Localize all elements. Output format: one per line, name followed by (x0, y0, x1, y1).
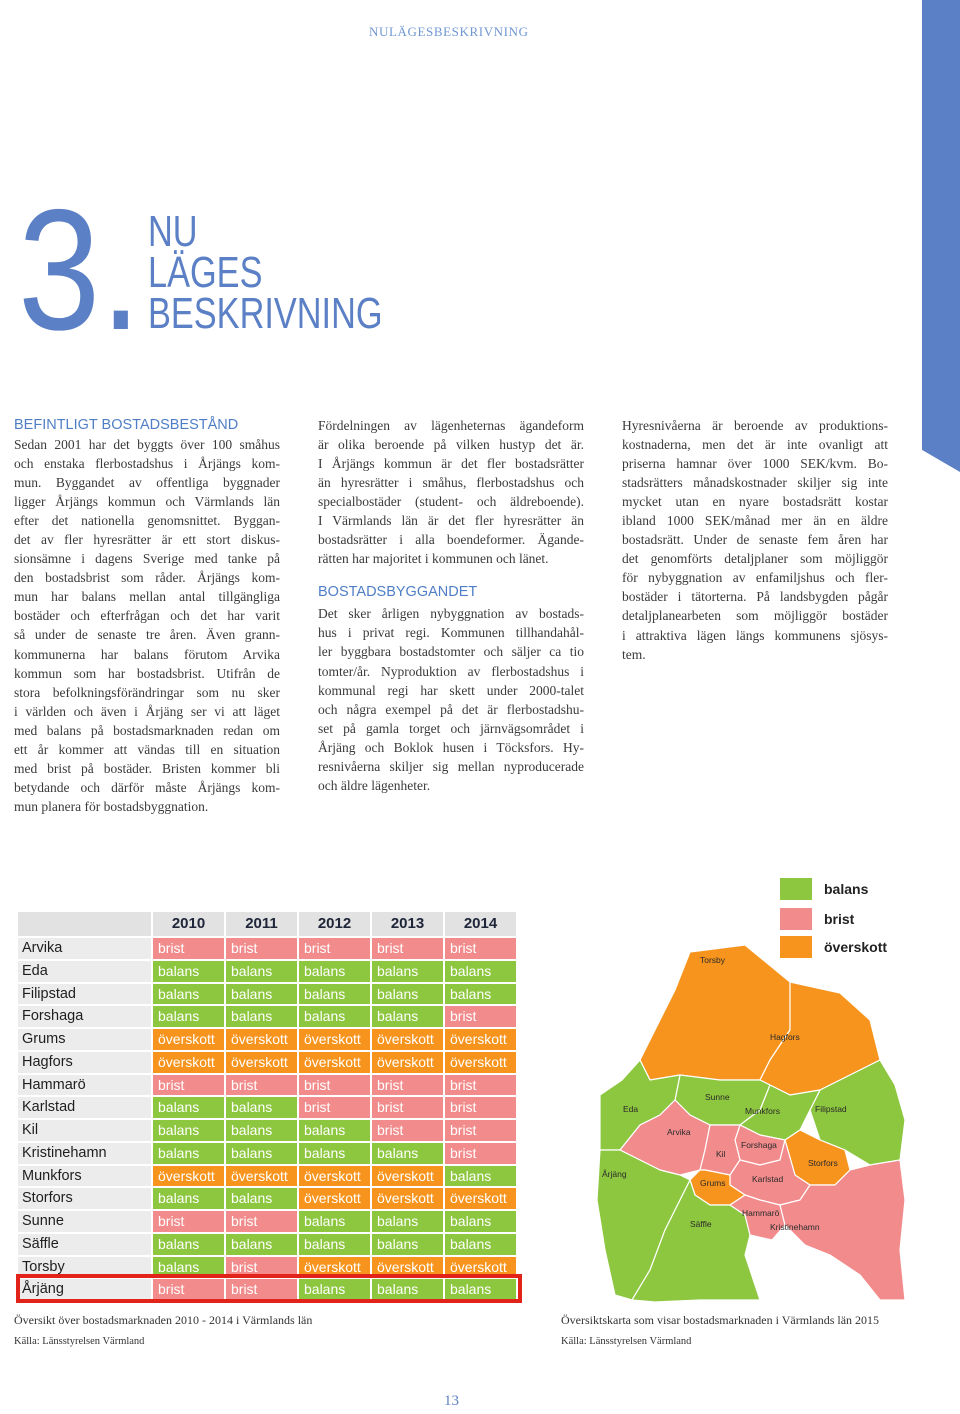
status-cell: balans (153, 1006, 224, 1027)
status-cell: balans (153, 1097, 224, 1118)
paragraph (318, 416, 584, 568)
map-region-label: Karlstad (752, 1174, 784, 1184)
status-cell: balans (299, 1211, 370, 1232)
municipality-name: Säffle (18, 1234, 151, 1255)
status-cell: balans (299, 961, 370, 982)
status-cell: balans (153, 1120, 224, 1141)
text-line: Årjäng och Boklok husen i Töcksfors. Hy- (318, 739, 584, 755)
map-region-label: Grums (700, 1178, 726, 1188)
status-cell: överskott (226, 1166, 297, 1187)
legend-label: brist (824, 911, 855, 927)
text-line: tem. (622, 646, 646, 662)
text-line: det genomförts detaljplaner som möjliggör (622, 551, 888, 567)
text-line: bostäder och efterfrågan och det har varit (14, 608, 280, 624)
year-header: 2014 (445, 912, 516, 936)
municipality-name: Forshaga (18, 1006, 151, 1027)
municipality-name: Hagfors (18, 1052, 151, 1073)
municipality-name: Hammarö (18, 1075, 151, 1096)
text-line: resnivåerna skiljer sig mellan nyproducerade (318, 758, 584, 774)
status-cell: brist (153, 1075, 224, 1096)
status-cell: överskott (226, 1029, 297, 1050)
text-line: detaljplanearbeten som möjliggör bostäder (622, 608, 888, 624)
legend-label: överskott (824, 939, 888, 955)
text-line: tomter/år. Nyproduktion av flerbostadshus i (318, 663, 584, 679)
status-cell: balans (299, 1143, 370, 1164)
status-cell: brist (372, 1097, 443, 1118)
municipality-name: Eda (18, 961, 151, 982)
status-cell: brist (226, 938, 297, 959)
text-line: mun. Byggandet av offentliga byggnader (14, 475, 280, 491)
legend-swatch (780, 908, 812, 930)
status-cell: balans (153, 1257, 224, 1278)
municipality-name: Årjäng (18, 1279, 151, 1300)
status-cell: balans (445, 1166, 516, 1187)
side-accent-bar (922, 0, 960, 472)
status-cell: balans (226, 984, 297, 1005)
map-region-label: Storfors (808, 1158, 838, 1168)
status-cell: brist (226, 1279, 297, 1300)
paragraph (318, 604, 584, 794)
map-region-label: Årjäng (602, 1169, 627, 1179)
text-line: kommun som har bostadsbrist. Utifrån de (14, 665, 280, 681)
map-region-label: Torsby (700, 955, 726, 965)
text-line: betydande och därför måste Årjängs kom- (14, 779, 280, 795)
map-caption: Översiktskarta som visar bostadsmarknaden i Värmlands län 2015 (561, 1313, 880, 1327)
status-cell: överskott (153, 1052, 224, 1073)
text-line: sionsämne i dagens Sverige med tanke på (14, 551, 280, 567)
status-cell: balans (445, 984, 516, 1005)
municipality-name: Munkfors (18, 1166, 151, 1187)
map-source: Källa: Länsstyrelsen Värmland (561, 1336, 692, 1347)
highlighted-row-frame (16, 1274, 522, 1303)
text-line: bostadsrätt. Under de senaste fem åren har (622, 532, 888, 548)
status-cell: överskott (372, 1052, 443, 1073)
municipality-name: Storfors (18, 1188, 151, 1209)
map-region-label: Kil (716, 1149, 726, 1159)
status-cell: brist (445, 1143, 516, 1164)
status-cell: balans (445, 1234, 516, 1255)
housing-market-table (18, 912, 518, 1300)
text-line: och några exempel på det är flerbostadshu- (318, 701, 584, 717)
text-line: I Årjängs kommun är det fler bostadsrätter (318, 456, 584, 472)
status-cell: överskott (299, 1188, 370, 1209)
text-line: ibland 1000 SEK/månad mer än en äldre (622, 513, 888, 529)
running-title: NULÄGESBESKRIVNING (369, 24, 529, 39)
status-cell: brist (226, 1257, 297, 1278)
status-cell: balans (445, 961, 516, 982)
status-cell: överskott (372, 1188, 443, 1209)
table-caption: Översikt över bostadsmarknaden 2010 - 2014 i Värmlands län (14, 1313, 313, 1327)
municipality-name: Filipstad (18, 984, 151, 1005)
status-cell: balans (299, 1120, 370, 1141)
status-cell: balans (226, 1234, 297, 1255)
map-region-label: Eda (623, 1104, 639, 1114)
status-cell: balans (372, 1234, 443, 1255)
map-region-label: Sunne (705, 1092, 730, 1102)
status-cell: överskott (372, 1257, 443, 1278)
text-line: bostäder i tätorterna. På landsbygden pågår (622, 589, 888, 605)
text-line: hus i privat regi. Kommunen tillhandahål- (318, 625, 584, 641)
text-line: stora befolkningsförändringar som nu sker (14, 684, 280, 700)
text-line: kommunerna har balans förutom Arvika (14, 646, 280, 662)
text-column-3 (622, 416, 888, 664)
status-cell: brist (372, 1120, 443, 1141)
status-cell: balans (299, 1234, 370, 1255)
map-region-label: Hammarö (742, 1208, 780, 1218)
legend-item (780, 878, 900, 900)
text-line: så under de senaste tre åren. Även grann- (14, 627, 280, 643)
text-line: mun har balans mellan antal tillgängliga (14, 589, 280, 605)
paragraph (14, 435, 280, 816)
text-line: rätten har majoritet i kommunen och länet. (318, 551, 549, 567)
year-header: 2013 (372, 912, 443, 936)
map-regions (597, 945, 905, 1302)
text-line: i attraktiva lägen längs kommunens sjösys- (622, 627, 888, 643)
paragraph (622, 416, 888, 664)
status-cell: överskott (226, 1052, 297, 1073)
status-cell: balans (372, 961, 443, 982)
text-line: Fördelningen av lägenheternas ägandeform (318, 418, 584, 433)
status-cell: brist (445, 1120, 516, 1141)
legend-item (780, 908, 900, 930)
status-cell: brist (153, 1211, 224, 1232)
status-cell: överskott (153, 1029, 224, 1050)
status-cell: brist (299, 1097, 370, 1118)
municipality-name: Arvika (18, 938, 151, 959)
text-line: och äldre lägenheter. (318, 777, 431, 793)
text-line: set på gamla torget och järnvägsområdet i (318, 720, 584, 736)
status-cell: balans (153, 1143, 224, 1164)
status-cell: balans (372, 1211, 443, 1232)
status-cell: balans (299, 984, 370, 1005)
status-cell: överskott (445, 1188, 516, 1209)
text-line: bostadsrätter i alla boendeformer. Ägande- (318, 532, 584, 548)
text-line: ligger Årjängs kommun och Värmlands län (14, 494, 280, 510)
status-cell: brist (299, 938, 370, 959)
status-cell: balans (226, 1097, 297, 1118)
year-header: 2010 (153, 912, 224, 936)
status-cell: överskott (299, 1257, 370, 1278)
text-line: ett år kommer att vändas till en situation (14, 741, 280, 757)
municipality-name: Kil (18, 1120, 151, 1141)
status-cell: balans (372, 984, 443, 1005)
map-region-label: Munkfors (745, 1106, 780, 1116)
text-line: priserna hamnar över 1000 SEK/kvm. Bo- (622, 456, 888, 472)
status-cell: balans (299, 1279, 370, 1300)
text-line: den bostadsbrist som råder. Årjängs kom- (14, 570, 280, 586)
status-cell: brist (445, 1006, 516, 1027)
status-cell: överskott (445, 1257, 516, 1278)
text-line: mycket utan en nyare bostadsrätt kostar (622, 494, 888, 510)
status-cell: balans (445, 1211, 516, 1232)
status-cell: överskott (299, 1166, 370, 1187)
status-cell: balans (372, 1279, 443, 1300)
status-cell: brist (445, 1097, 516, 1118)
map-region-label: Arvika (667, 1127, 691, 1137)
map-region-label: Kristinehamn (770, 1222, 820, 1232)
text-line: och enstaka flerbostadshus i Årjängs kom- (14, 456, 280, 472)
status-cell: balans (153, 961, 224, 982)
text-line: Hyresnivåerna är beroende av produktions- (622, 418, 888, 433)
chapter-title-line: LÄGES (148, 248, 263, 297)
status-cell: brist (299, 1075, 370, 1096)
text-line: efter det nationella genomsnittet. Byggan- (14, 513, 280, 529)
text-line: Det sker årligen nybyggnation av bostads- (318, 606, 584, 622)
status-cell: brist (372, 1075, 443, 1096)
page-number: 13 (444, 1393, 459, 1409)
status-cell: balans (226, 1006, 297, 1027)
year-header: 2012 (299, 912, 370, 936)
map-region-label: Forshaga (741, 1140, 777, 1150)
status-cell: balans (226, 1120, 297, 1141)
municipality-name: Kristinehamn (18, 1143, 151, 1164)
status-cell: brist (445, 1075, 516, 1096)
text-line: Sedan 2001 har det byggts över 100 småhus (14, 437, 280, 452)
status-cell: balans (153, 984, 224, 1005)
status-cell: balans (299, 1006, 370, 1027)
text-line: stadsrätters månadskostnader skiljer sig inte (622, 475, 888, 491)
map-region-label: Säffle (690, 1219, 712, 1229)
chapter-title-line: BESKRIVNING (148, 289, 383, 338)
status-cell: överskott (445, 1052, 516, 1073)
text-line: I Värmlands län är det fler hyresrätter än (318, 513, 584, 529)
status-cell: balans (226, 1188, 297, 1209)
text-line: är olika beroende på vilken hustyp det är. (318, 437, 584, 453)
text-line: med brist på bostäder. Bristen kommer bli (14, 760, 280, 776)
status-cell: brist (445, 938, 516, 959)
status-cell: överskott (153, 1166, 224, 1187)
municipality-name: Sunne (18, 1211, 151, 1232)
municipality-name: Torsby (18, 1257, 151, 1278)
section-heading: BOSTADSBYGGANDET (318, 584, 478, 601)
text-column-1 (14, 416, 280, 816)
text-line: i världen och även i Årjäng ser vi att läget (14, 703, 280, 719)
status-cell: brist (226, 1211, 297, 1232)
municipality-name: Grums (18, 1029, 151, 1050)
status-cell: balans (153, 1188, 224, 1209)
status-cell: balans (153, 1234, 224, 1255)
text-line: för nybyggnation av enfamiljshus och fler- (622, 570, 888, 586)
text-line: det av fler hyresrätter är ett stort diskus- (14, 532, 280, 548)
status-cell: brist (153, 1279, 224, 1300)
text-line: med balans på bostadsmarknaden redan om (14, 722, 280, 738)
status-cell: balans (226, 961, 297, 982)
table-source: Källa: Länsstyrelsen Värmland (14, 1336, 145, 1347)
text-column-2 (318, 416, 584, 795)
status-cell: överskott (372, 1029, 443, 1050)
text-line: än hyresrätter i småhus, flerbostadshus och (318, 475, 584, 491)
map-region-label: Filipstad (815, 1104, 847, 1114)
status-cell: överskott (445, 1029, 516, 1050)
status-cell: brist (226, 1075, 297, 1096)
chapter-title (148, 207, 383, 338)
text-line: ler byggbara bostadstomter och säljer ca tio (318, 644, 584, 660)
varmland-map (590, 940, 910, 1310)
map-region-label: Hagfors (770, 1032, 800, 1042)
legend-label: balans (824, 881, 869, 897)
text-line: kommunal regi har skett under 2000-talet (318, 682, 584, 698)
status-cell: balans (372, 1006, 443, 1027)
status-cell: överskott (299, 1029, 370, 1050)
municipality-name: Karlstad (18, 1097, 151, 1118)
status-cell: balans (445, 1279, 516, 1300)
status-cell: balans (372, 1143, 443, 1164)
table-corner-cell (18, 912, 151, 936)
status-cell: brist (372, 938, 443, 959)
status-cell: överskott (372, 1166, 443, 1187)
text-line: specialbostäder (student- och äldreboende). (318, 494, 584, 510)
text-line: kostnaderna, men det är inte ovanligt att (622, 437, 888, 453)
status-cell: balans (226, 1143, 297, 1164)
chapter-title-line: NU (148, 207, 198, 256)
section-heading: BEFINTLIGT BOSTADSBESTÅND (14, 417, 239, 433)
text-line: mun planera för bostadsbyggnation. (14, 798, 209, 814)
year-header: 2011 (226, 912, 297, 936)
legend-swatch (780, 878, 812, 900)
status-cell: brist (153, 938, 224, 959)
status-cell: överskott (299, 1052, 370, 1073)
chapter-number: 3. (18, 174, 142, 366)
map-region-torsby (640, 945, 790, 1080)
